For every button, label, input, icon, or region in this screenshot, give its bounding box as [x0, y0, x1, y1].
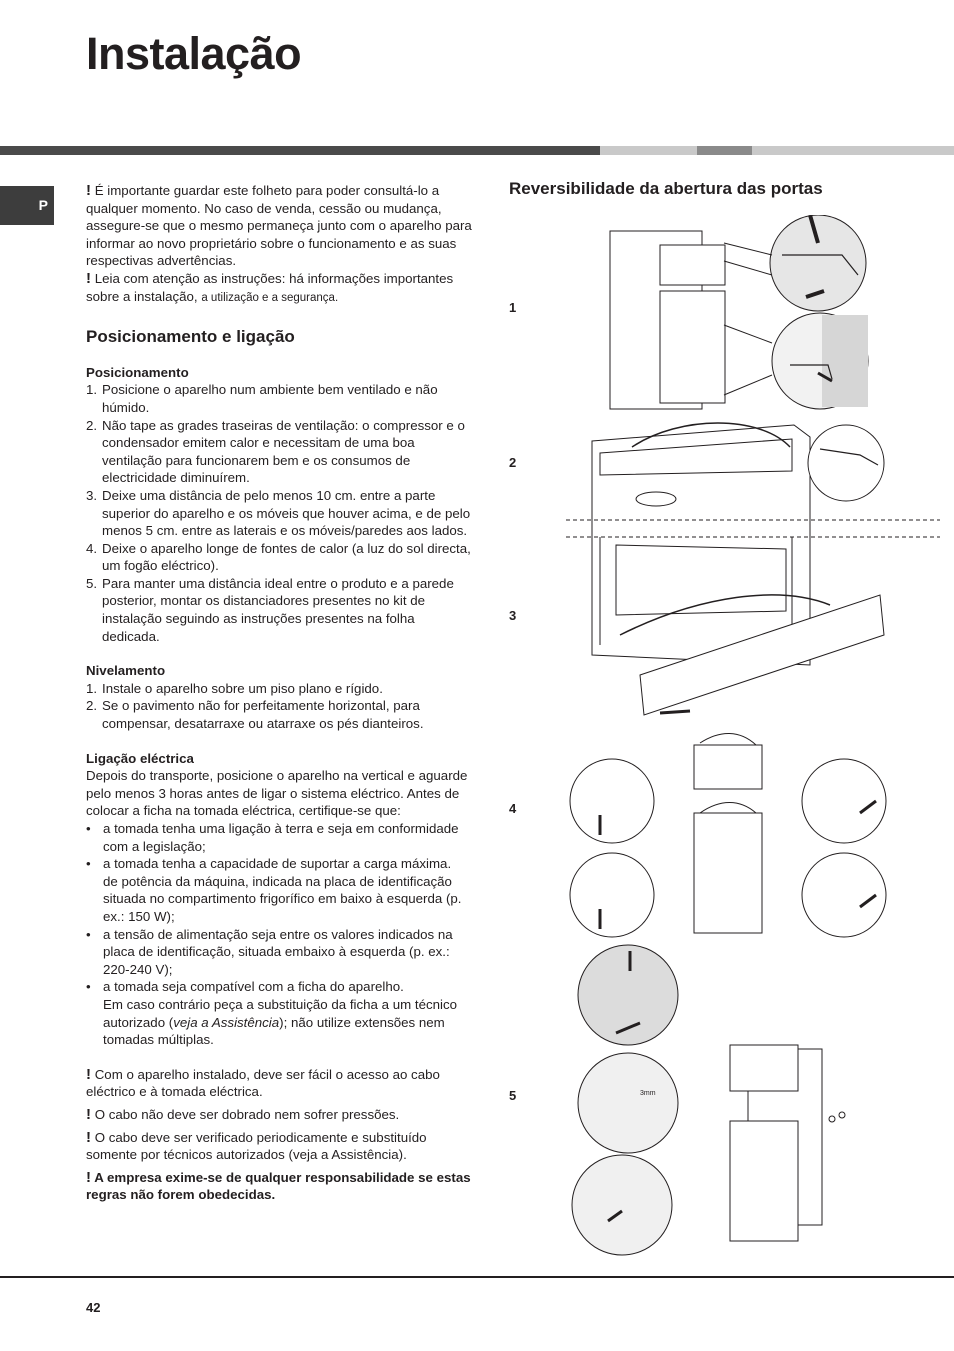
label-3mm: 3mm — [640, 1090, 656, 1097]
header-bar-dark — [0, 146, 600, 155]
list-item: 3. Deixe uma distância de pelo menos 10 cm. entre a parte superior do aparelho e os móveis que houver acima, e de pelo menos 5 cm. entre as laterais e os móveis/paredes aos lados. — [86, 487, 471, 539]
warning-paragraph-3: ! O cabo deve ser verificado periodicamente e substituído somente por técnicos autorizados (veja a Assistência). — [86, 1128, 427, 1163]
step-number-2: 2 — [509, 455, 517, 470]
list-item: • a tomada tenha a capacidade de suportar a carga máxima. de potência da máquina, indicada na placa de identificação situada no compartimento frigorífico em baixo à esquerda (p. ex.: 150 W); — [86, 856, 462, 924]
section-heading-positioning: Posicionamento e ligação — [86, 327, 295, 347]
list-item: 1. Posicione o aparelho num ambiente bem ventilado e não húmido. — [86, 382, 438, 415]
page-title: Instalação — [86, 28, 302, 79]
subheading-electrical: Ligação eléctrica — [86, 750, 194, 766]
list-item: • a tomada seja compatível com a ficha do aparelho. Em caso contrário peça a substituição da ficha a um técnico autorizado (veja a Assistência); não utilize extensões nem tomadas múltiplas. — [86, 979, 458, 1048]
left-column — [86, 182, 474, 1204]
intro-paragraph-1: ! É importante guardar este folheto para poder consultá-lo a qualquer momento. No caso de venda, cessão ou mudança, assegure-se que o mesmo permaneça junto com o aparelho para informar ao novo proprietário sobre o funcionamento e as suas respectivas advertências. — [86, 182, 472, 269]
warning-paragraph-1: ! Com o aparelho instalado, deve ser fácil o acesso ao cabo eléctrico e à tomada eléctrica. — [86, 1065, 440, 1100]
list-item: • a tomada tenha uma ligação à terra e seja em conformidade com a legislação; — [86, 821, 459, 854]
step-number-4: 4 — [509, 801, 517, 816]
leveling-list — [86, 680, 474, 733]
step2-3-drawing — [566, 423, 940, 715]
step5-drawing — [572, 945, 845, 1255]
subheading-leveling: Nivelamento — [86, 663, 166, 679]
warning-paragraph-4: ! A empresa exime-se de qualquer responsabilidade se estas regras não forem obedecidas. — [86, 1168, 471, 1203]
page-number: 42 — [86, 1300, 101, 1315]
header-bar-light — [600, 146, 697, 155]
warning-paragraph-2: ! O cabo não deve ser dobrado nem sofrer pressões. — [86, 1105, 400, 1123]
list-item: 4. Deixe o aparelho longe de fontes de calor (a luz do sol directa, um fogão eléctrico). — [86, 540, 471, 574]
list-item: • a tensão de alimentação seja entre os valores indicados na placa de identificação, situada embaixo à esquerda (p. ex.: 220-240 V); — [86, 926, 453, 977]
intro-paragraph-2: ! Leia com atenção as instruções: há informações importantes sobre a instalação, a utilização e a segurança. — [86, 269, 454, 304]
header-bar-light-2 — [752, 146, 954, 155]
positioning-list — [86, 381, 474, 645]
step-number-1: 1 — [509, 300, 517, 315]
electrical-intro: Depois do transporte, posicione o aparelho na vertical e aguarde pelo menos 3 horas antes de ligar o sistema eléctrico. Antes de colocar a ficha na tomada eléctrica, certifique-se que: — [86, 768, 468, 819]
step4-drawing — [570, 733, 886, 937]
electrical-list — [86, 820, 474, 1049]
list-item: 1. Instale o aparelho sobre um piso plano e rígido. — [86, 680, 383, 696]
footer-rule — [0, 1276, 954, 1278]
header-bar-mid — [697, 146, 752, 155]
step1-drawing — [610, 215, 868, 409]
list-item: 2. Não tape as grades traseiras de ventilação: o compressor e o condensador emitem calor e necessitam de uma boa ventilação para funcionarem bem e os consumos de electricidade diminuírem. — [86, 417, 465, 486]
step-number-3: 3 — [509, 608, 517, 623]
warning-mark: ! — [86, 182, 91, 199]
list-item: 5. Para manter uma distância ideal entre o produto e a parede posterior, montar os distanciadores presentes no kit de instalação seguindo as instruções presentes na folha dedicada. — [86, 575, 454, 644]
step-number-5: 5 — [509, 1088, 517, 1103]
subheading-positioning: Posicionamento — [86, 364, 189, 380]
language-tab: P — [0, 186, 54, 225]
warning-mark: ! — [86, 269, 91, 287]
door-reversal-illustration — [560, 215, 940, 1265]
list-item: 2. Se o pavimento não for perfeitamente horizontal, para compensar, desatarraxe ou atarraxe os pés dianteiros. — [86, 698, 424, 732]
section-heading-reversibility: Reversibilidade da abertura das portas — [509, 179, 823, 198]
